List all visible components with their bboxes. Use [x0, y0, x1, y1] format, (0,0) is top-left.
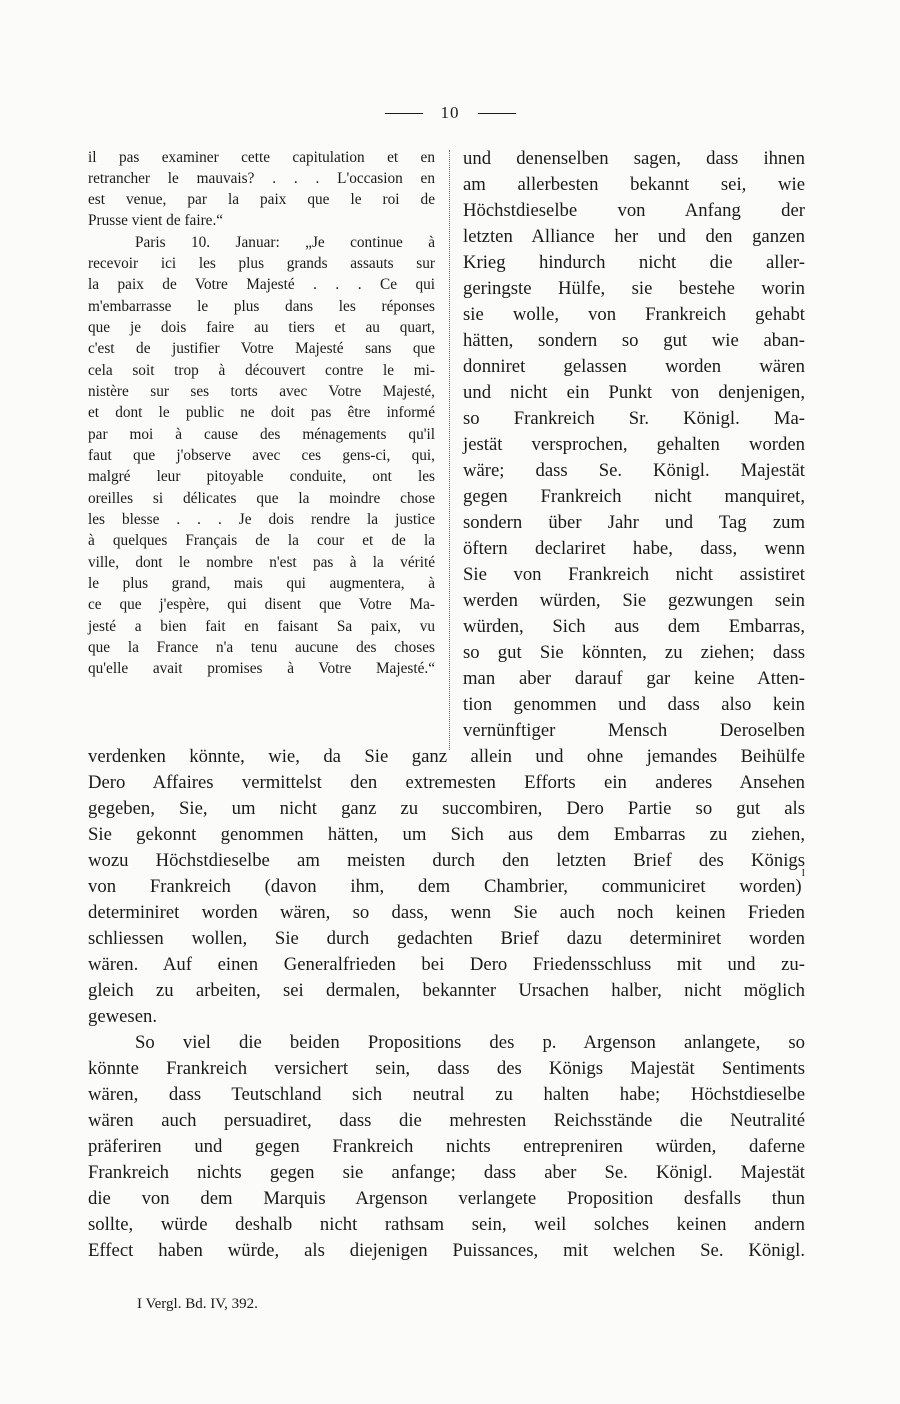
left-line: par moi à cause des ménagements qu'il [88, 426, 435, 443]
left-line: le plus grand, mais qui augmentera, à [88, 575, 435, 592]
body-line: wozu Höchstdieselbe am meisten durch den letzten Brief des Königs [88, 850, 805, 871]
left-line: à quelques Français de la cour et de la [88, 532, 435, 549]
body-line: So viel die beiden Propositions des p. Argenson anlangete, so [135, 1032, 805, 1053]
column-divider [449, 150, 450, 750]
left-line: est venue, par la paix que le roi de [88, 191, 435, 208]
header-rule-right [478, 113, 516, 114]
body-line: gleich zu arbeiten, sei dermalen, bekannter Ursachen halber, nicht möglich [88, 980, 805, 1001]
right-line: öftern declariret habe, dass, wenn [463, 538, 805, 559]
left-line: Paris 10. Januar: „Je continue à [135, 234, 435, 251]
left-line: oreilles si délicates que la moindre chose [88, 490, 435, 507]
left-line: cela soit trop à découvert contre le mi- [88, 362, 435, 379]
left-line: et dont le public ne doit pas être informé [88, 404, 435, 421]
body-line-text: von Frankreich (davon ihm, dem Chambrier, communiciret worden) [88, 876, 802, 897]
right-line: sie wolle, von Frankreich gehabt [463, 304, 805, 325]
body-line: wären, dass Teutschland sich neutral zu halten habe; Höchstdieselbe [88, 1084, 805, 1105]
right-line: wäre; dass Se. Königl. Majestät [463, 460, 805, 481]
left-line: Prusse vient de faire.“ [88, 212, 224, 229]
body-line: könnte Frankreich versichert sein, dass des Königs Majestät Sentiments [88, 1058, 805, 1079]
right-line: geringste Hülfe, sie bestehe worin [463, 278, 805, 299]
body-line: Dero Affaires vermittelst den extremesten Efforts ein anderes Ansehen [88, 772, 805, 793]
body-line: sollte, würde deshalb nicht rathsam sein, weil solches keinen andern [88, 1214, 805, 1235]
body-line: wären auch persuadiret, dass die mehresten Reichsstände die Neutralité [88, 1110, 805, 1131]
left-line: recevoir ici les plus grands assauts sur [88, 255, 435, 272]
left-line: jesté a bien fait en faisant Sa paix, vu [88, 618, 435, 635]
right-line: gegen Frankreich nicht manquiret, [463, 486, 805, 507]
body-line: gegeben, Sie, um nicht ganz zu succombiren, Dero Partie so gut als [88, 798, 805, 819]
right-line: so Frankreich Sr. Königl. Ma- [463, 408, 805, 429]
right-line: tion genommen und dass also kein [463, 694, 805, 715]
right-line: am allerbesten bekannt sei, wie [463, 174, 805, 195]
footnote: I Vergl. Bd. IV, 392. [137, 1296, 258, 1312]
header-rule-left [385, 113, 423, 114]
left-line: les blesse . . . Je dois rendre la justice [88, 511, 435, 528]
right-line: Sie von Frankreich nicht assistiret [463, 564, 805, 585]
left-line: faut que j'observe avec ces gens-ci, qui, [88, 447, 435, 464]
left-line: m'embarrasse le plus dans les réponses [88, 298, 435, 315]
body-line: verdenken könnte, wie, da Sie ganz allein und ohne jemandes Beihülfe [88, 746, 805, 767]
page-number: 10 [440, 103, 460, 122]
left-line: retrancher le mauvais? . . . L'occasion en [88, 170, 435, 187]
page-header [0, 100, 900, 126]
right-line: donniret gelassen worden wären [463, 356, 805, 377]
right-line: würden, Sich aus dem Embarras, [463, 616, 805, 637]
body-line: schliessen wollen, Sie durch gedachten Brief dazu determiniret worden [88, 928, 805, 949]
body-line: determiniret worden wären, so dass, wenn Sie auch noch keinen Frieden [88, 902, 805, 923]
body-line: Frankreich nichts gegen sie anfange; dass aber Se. Königl. Majestät [88, 1162, 805, 1183]
right-line: jestät versprochen, gehalten worden [463, 434, 805, 455]
left-line: ville, dont le nombre n'est pas à la vérité [88, 554, 435, 571]
right-line: letzten Alliance her und den ganzen [463, 226, 805, 247]
right-line: man aber darauf gar keine Atten- [463, 668, 805, 689]
left-line: malgré leur pitoyable conduite, ont les [88, 468, 435, 485]
right-line: so gut Sie könnten, zu ziehen; dass [463, 642, 805, 663]
left-line: que je dois faire au tiers et au quart, [88, 319, 435, 336]
body-line: Sie gekonnt genommen hätten, um Sich aus dem Embarras zu ziehen, [88, 824, 805, 845]
body-line: Effect haben würde, als diejenigen Puissances, mit welchen Se. Königl. [88, 1240, 805, 1261]
left-line: il pas examiner cette capitulation et en [88, 149, 435, 166]
right-line: sondern über Jahr und Tag zum [463, 512, 805, 533]
body-line-with-note [88, 868, 805, 900]
body-line: wären. Auf einen Generalfrieden bei Dero Friedensschluss mit und zu- [88, 954, 805, 975]
left-line: nistère sur ses torts avec Votre Majesté, [88, 383, 435, 400]
right-line: Krieg hindurch nicht die aller- [463, 252, 805, 273]
left-line: qu'elle avait promises à Votre Majesté.“ [88, 660, 435, 677]
body-line: präferiren und gegen Frankreich nichts entrepreniren würden, daferne [88, 1136, 805, 1157]
right-line: hätten, sondern so gut wie aban- [463, 330, 805, 351]
left-line: ce que j'espère, qui disent que Votre Ma- [88, 596, 435, 613]
right-line: und nicht ein Punkt von denjenigen, [463, 382, 805, 403]
body-line: gewesen. [88, 1006, 158, 1027]
left-line: la paix de Votre Majesté . . . Ce qui [88, 276, 435, 293]
right-line: und denenselben sagen, dass ihnen [463, 148, 805, 169]
body-line: die von dem Marquis Argenson verlangete Proposition desfalls thun [88, 1188, 805, 1209]
right-line: werden würden, Sie gezwungen sein [463, 590, 805, 611]
left-line: c'est de justifier Votre Majesté sans que [88, 340, 435, 357]
left-line: que la France n'a tenu aucune des choses [88, 639, 435, 656]
footnote-marker: I [801, 868, 805, 879]
right-line: vernünftiger Mensch Deroselben [463, 720, 805, 741]
right-line: Höchstdieselbe von Anfang der [463, 200, 805, 221]
